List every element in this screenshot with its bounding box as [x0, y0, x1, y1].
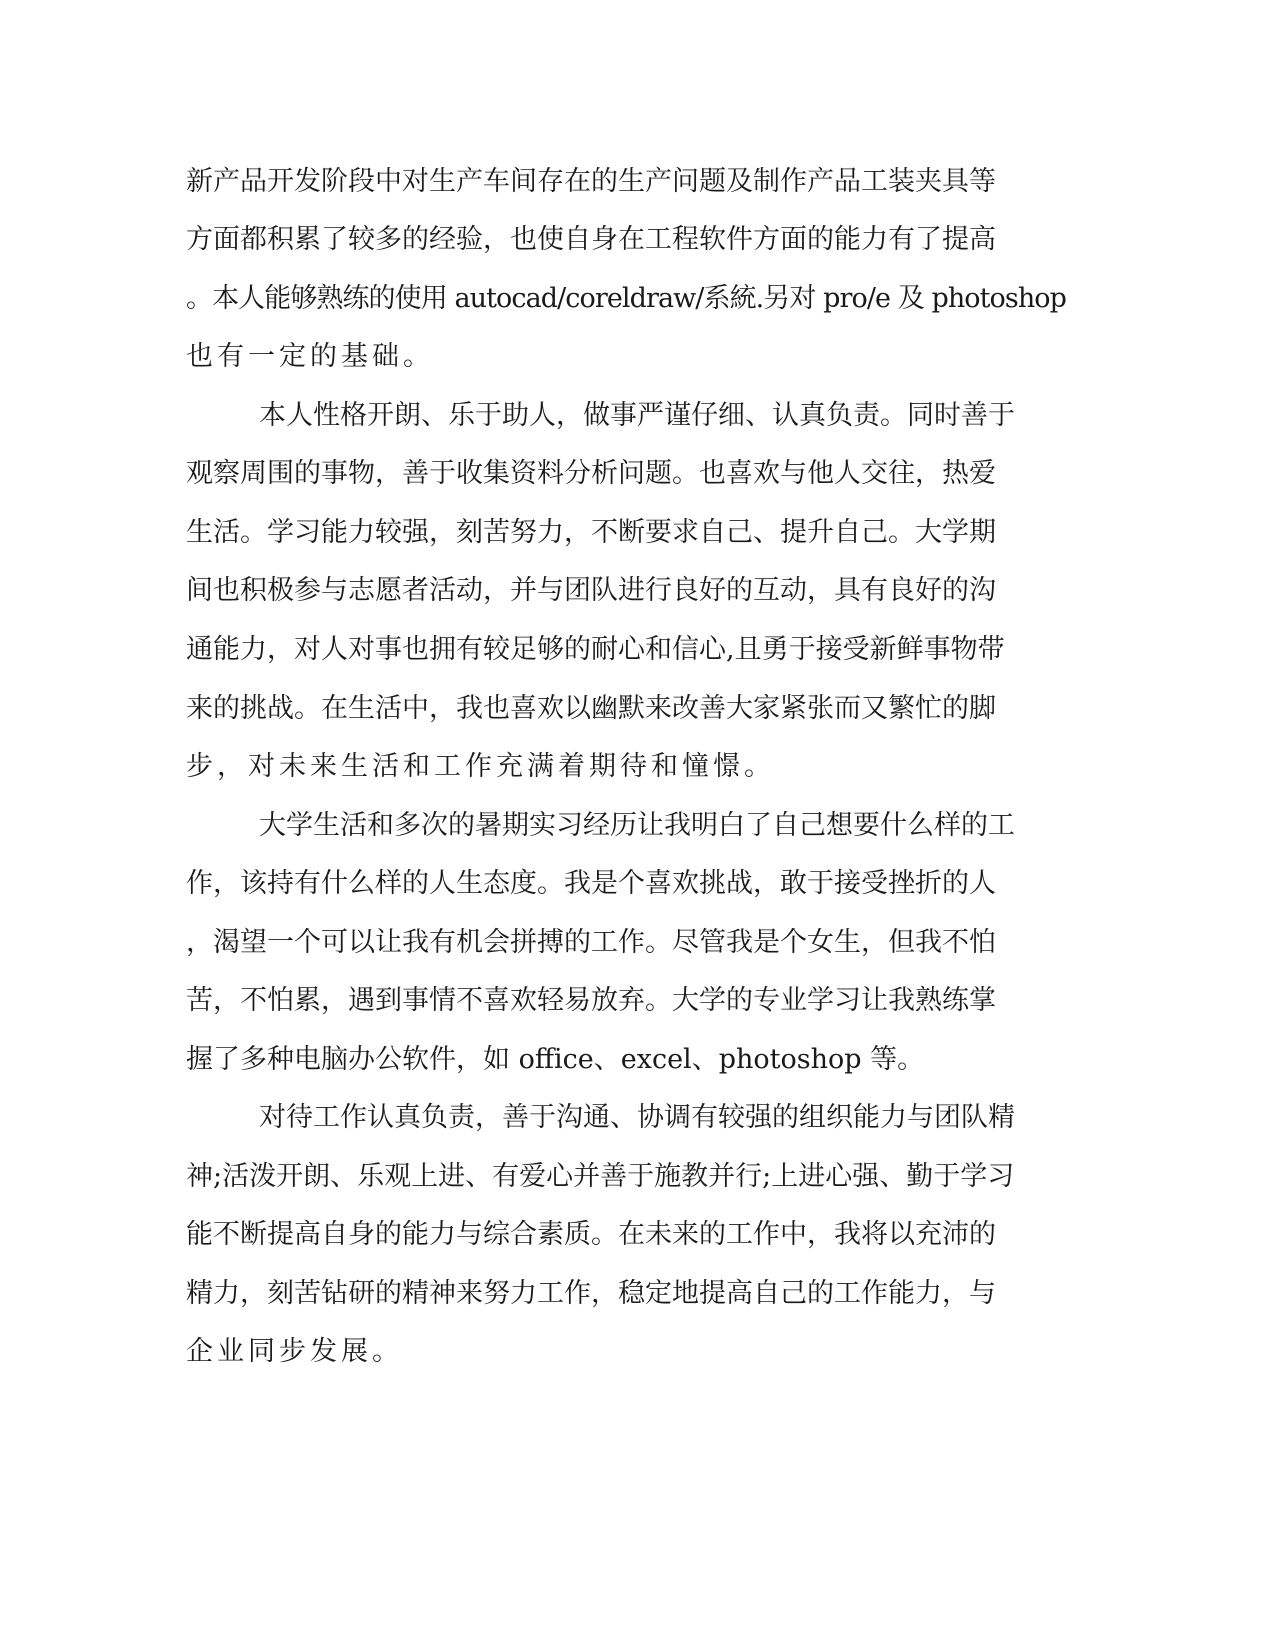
paragraph-2-line-6: 来的挑战。在生活中，我也喜欢以幽默来改善大家紧张而又繁忙的脚: [186, 693, 996, 724]
paragraph-2-line-3: 生活。学习能力较强，刻苦努力，不断要求自己、提升自己。大学期: [186, 517, 996, 548]
paragraph-2-line-2: 观察周围的事物，善于收集资料分析问题。也喜欢与他人交往，热爱: [186, 458, 996, 489]
paragraph-3-line-3: ，渴望一个可以让我有机会拼搏的工作。尽管我是个女生，但我不怕: [186, 927, 996, 958]
paragraph-3-line-2: 作，该持有什么样的人生态度。我是个喜欢挑战，敢于接受挫折的人: [186, 868, 996, 899]
paragraph-4-line-4: 精力，刻苦钻研的精神来努力工作，稳定地提高自己的工作能力，与: [186, 1278, 996, 1309]
paragraph-4-line-5: 企业同步发展。: [186, 1336, 403, 1367]
paragraph-1-line-3: 。本人能够熟练的使用 autocad/coreldraw/系統.另对 pro/e 及 photoshop: [186, 283, 1066, 314]
paragraph-2-line-4: 间也积极参与志愿者活动，并与团队进行良好的互动，具有良好的沟: [186, 575, 996, 606]
paragraph-4-line-2: 神;活泼开朗、乐观上进、有爱心并善于施教并行;上进心强、勤于学习: [186, 1161, 1015, 1192]
paragraph-1-line-2: 方面都积累了较多的经验，也使自身在工程软件方面的能力有了提高: [186, 224, 996, 255]
paragraph-2-line-1: 本人性格开朗、乐于助人，做事严谨仔细、认真负责。同时善于: [259, 400, 1015, 431]
paragraph-2-line-7: 步，对未来生活和工作充满着期待和憧憬。: [186, 751, 775, 782]
paragraph-3-line-4: 苦，不怕累，遇到事情不喜欢轻易放弃。大学的专业学习让我熟练掌: [186, 985, 996, 1016]
paragraph-4-line-3: 能不断提高自身的能力与综合素质。在未来的工作中，我将以充沛的: [186, 1219, 996, 1250]
paragraph-3-line-1: 大学生活和多次的暑期实习经历让我明白了自己想要什么样的工: [259, 810, 1015, 841]
paragraph-4-line-1: 对待工作认真负责，善于沟通、协调有较强的组织能力与团队精: [259, 1102, 1015, 1133]
paragraph-1-line-4: 也有一定的基础。: [186, 341, 434, 372]
paragraph-3-line-5: 握了多种电脑办公软件，如 office、excel、photoshop 等。: [186, 1044, 925, 1075]
paragraph-2-line-5: 通能力，对人对事也拥有较足够的耐心和信心,且勇于接受新鲜事物带: [186, 634, 1005, 665]
paragraph-1-line-1: 新产品开发阶段中对生产车间存在的生产问题及制作产品工装夹具等: [186, 166, 996, 197]
